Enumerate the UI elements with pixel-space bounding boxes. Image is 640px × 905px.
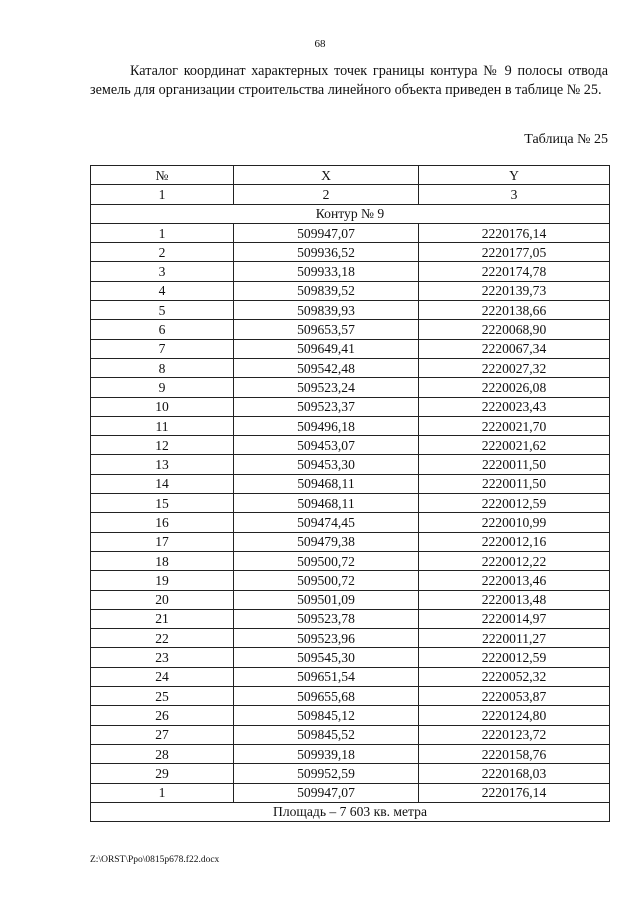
y-coordinate-cell: 2220177,05 — [419, 243, 610, 262]
y-coordinate-cell: 2220012,16 — [419, 532, 610, 551]
point-number-cell: 12 — [91, 436, 234, 455]
table-row — [91, 455, 610, 474]
point-number-cell: 29 — [91, 764, 234, 783]
point-number-cell: 5 — [91, 301, 234, 320]
y-coordinate-cell: 2220011,50 — [419, 455, 610, 474]
x-coordinate-cell: 509936,52 — [234, 243, 419, 262]
y-coordinate-cell: 2220026,08 — [419, 378, 610, 397]
point-number-cell: 25 — [91, 687, 234, 706]
x-coordinate-cell: 509479,38 — [234, 532, 419, 551]
point-number-cell: 21 — [91, 609, 234, 628]
y-coordinate-cell: 2220011,50 — [419, 474, 610, 493]
point-number-cell: 1 — [91, 223, 234, 242]
y-coordinate-cell: 2220013,46 — [419, 571, 610, 590]
x-coordinate-cell: 509496,18 — [234, 416, 419, 435]
table-row — [91, 532, 610, 551]
table-row — [91, 551, 610, 570]
point-number-cell: 3 — [91, 262, 234, 281]
x-coordinate-cell: 509453,30 — [234, 455, 419, 474]
table-row — [91, 358, 610, 377]
x-coordinate-cell: 509839,93 — [234, 301, 419, 320]
page-number: 68 — [314, 38, 326, 50]
point-number-cell: 8 — [91, 358, 234, 377]
area-row — [91, 802, 610, 821]
x-coordinate-cell: 509468,11 — [234, 474, 419, 493]
point-number-cell: 11 — [91, 416, 234, 435]
table-row — [91, 301, 610, 320]
y-coordinate-cell: 2220021,62 — [419, 436, 610, 455]
table-row — [91, 725, 610, 744]
x-coordinate-cell: 509655,68 — [234, 687, 419, 706]
x-coordinate-cell: 509947,07 — [234, 783, 419, 802]
y-coordinate-cell: 2220158,76 — [419, 744, 610, 763]
y-coordinate-cell: 2220123,72 — [419, 725, 610, 744]
point-number-cell: 27 — [91, 725, 234, 744]
table-row — [91, 687, 610, 706]
point-number-cell: 6 — [91, 320, 234, 339]
column-number-2: 2 — [234, 185, 419, 204]
header-y: Y — [419, 166, 610, 185]
y-coordinate-cell: 2220174,78 — [419, 262, 610, 281]
y-coordinate-cell: 2220021,70 — [419, 416, 610, 435]
x-coordinate-cell: 509474,45 — [234, 513, 419, 532]
y-coordinate-cell: 2220124,80 — [419, 706, 610, 725]
table-row — [91, 474, 610, 493]
y-coordinate-cell: 2220014,97 — [419, 609, 610, 628]
y-coordinate-cell: 2220053,87 — [419, 687, 610, 706]
area-text: Площадь – 7 603 кв. метра — [91, 802, 610, 821]
x-coordinate-cell: 509947,07 — [234, 223, 419, 242]
point-number-cell: 2 — [91, 243, 234, 262]
table-header-row — [91, 166, 610, 185]
point-number-cell: 18 — [91, 551, 234, 570]
header-number: № — [91, 166, 234, 185]
table-row — [91, 706, 610, 725]
x-coordinate-cell: 509501,09 — [234, 590, 419, 609]
coordinates-body — [91, 223, 610, 802]
y-coordinate-cell: 2220012,59 — [419, 494, 610, 513]
x-coordinate-cell: 509952,59 — [234, 764, 419, 783]
coordinates-table — [90, 165, 610, 822]
table-row — [91, 764, 610, 783]
table-row — [91, 648, 610, 667]
y-coordinate-cell: 2220138,66 — [419, 301, 610, 320]
x-coordinate-cell: 509839,52 — [234, 281, 419, 300]
point-number-cell: 19 — [91, 571, 234, 590]
y-coordinate-cell: 2220010,99 — [419, 513, 610, 532]
x-coordinate-cell: 509542,48 — [234, 358, 419, 377]
column-number-row — [91, 185, 610, 204]
y-coordinate-cell: 2220176,14 — [419, 223, 610, 242]
y-coordinate-cell: 2220139,73 — [419, 281, 610, 300]
point-number-cell: 10 — [91, 397, 234, 416]
y-coordinate-cell: 2220013,48 — [419, 590, 610, 609]
table-row — [91, 590, 610, 609]
x-coordinate-cell: 509649,41 — [234, 339, 419, 358]
point-number-cell: 17 — [91, 532, 234, 551]
point-number-cell: 16 — [91, 513, 234, 532]
y-coordinate-cell: 2220068,90 — [419, 320, 610, 339]
x-coordinate-cell: 509653,57 — [234, 320, 419, 339]
table-row — [91, 513, 610, 532]
x-coordinate-cell: 509845,52 — [234, 725, 419, 744]
file-path-footer: Z:\ORST\Ppo\0815p678.f22.docx — [90, 855, 220, 865]
point-number-cell: 22 — [91, 629, 234, 648]
point-number-cell: 13 — [91, 455, 234, 474]
point-number-cell: 9 — [91, 378, 234, 397]
table-row — [91, 416, 610, 435]
intro-paragraph: Каталог координат характерных точек границы контура № 9 полосы отвода земель для организации строительства линейного объекта приведен в таблице № 25. — [90, 63, 608, 98]
x-coordinate-cell: 509500,72 — [234, 571, 419, 590]
x-coordinate-cell: 509523,37 — [234, 397, 419, 416]
point-number-cell: 1 — [91, 783, 234, 802]
table-row — [91, 494, 610, 513]
y-coordinate-cell: 2220067,34 — [419, 339, 610, 358]
y-coordinate-cell: 2220052,32 — [419, 667, 610, 686]
table-row — [91, 339, 610, 358]
point-number-cell: 24 — [91, 667, 234, 686]
point-number-cell: 23 — [91, 648, 234, 667]
y-coordinate-cell: 2220011,27 — [419, 629, 610, 648]
point-number-cell: 15 — [91, 494, 234, 513]
y-coordinate-cell: 2220012,22 — [419, 551, 610, 570]
table-row — [91, 243, 610, 262]
section-title-row — [91, 204, 610, 223]
y-coordinate-cell: 2220176,14 — [419, 783, 610, 802]
y-coordinate-cell: 2220012,59 — [419, 648, 610, 667]
point-number-cell: 26 — [91, 706, 234, 725]
table-row — [91, 571, 610, 590]
y-coordinate-cell: 2220023,43 — [419, 397, 610, 416]
y-coordinate-cell: 2220168,03 — [419, 764, 610, 783]
point-number-cell: 28 — [91, 744, 234, 763]
point-number-cell: 7 — [91, 339, 234, 358]
point-number-cell: 20 — [91, 590, 234, 609]
x-coordinate-cell: 509500,72 — [234, 551, 419, 570]
table-row — [91, 609, 610, 628]
point-number-cell: 14 — [91, 474, 234, 493]
table-row — [91, 223, 610, 242]
x-coordinate-cell: 509939,18 — [234, 744, 419, 763]
table-row — [91, 262, 610, 281]
table-row — [91, 378, 610, 397]
table-row — [91, 436, 610, 455]
table-row — [91, 783, 610, 802]
table-caption: Таблица № 25 — [524, 132, 608, 147]
table-row — [91, 320, 610, 339]
table-row — [91, 629, 610, 648]
table-row — [91, 397, 610, 416]
column-number-1: 1 — [91, 185, 234, 204]
section-title: Контур № 9 — [91, 204, 610, 223]
table-row — [91, 667, 610, 686]
table-row — [91, 744, 610, 763]
x-coordinate-cell: 509468,11 — [234, 494, 419, 513]
x-coordinate-cell: 509845,12 — [234, 706, 419, 725]
x-coordinate-cell: 509523,78 — [234, 609, 419, 628]
x-coordinate-cell: 509933,18 — [234, 262, 419, 281]
x-coordinate-cell: 509523,96 — [234, 629, 419, 648]
point-number-cell: 4 — [91, 281, 234, 300]
x-coordinate-cell: 509545,30 — [234, 648, 419, 667]
x-coordinate-cell: 509453,07 — [234, 436, 419, 455]
x-coordinate-cell: 509523,24 — [234, 378, 419, 397]
column-number-3: 3 — [419, 185, 610, 204]
x-coordinate-cell: 509651,54 — [234, 667, 419, 686]
table-row — [91, 281, 610, 300]
header-x: X — [234, 166, 419, 185]
y-coordinate-cell: 2220027,32 — [419, 358, 610, 377]
